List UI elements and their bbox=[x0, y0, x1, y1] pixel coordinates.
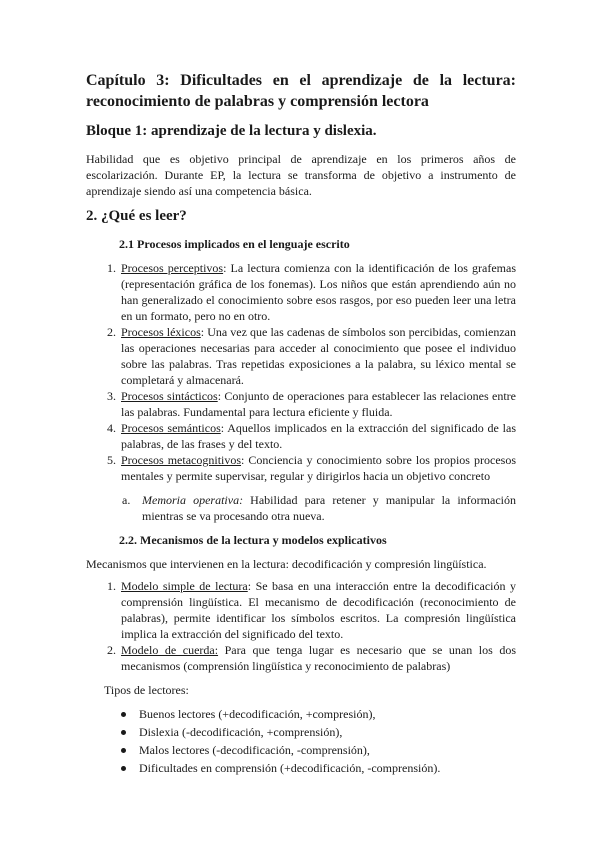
process-term: Procesos perceptivos bbox=[121, 261, 224, 275]
mechanisms-intro: Mecanismos que intervienen en la lectura: decodificación y compresión lingüística. bbox=[86, 557, 487, 571]
process-term: Procesos sintácticos bbox=[121, 389, 218, 403]
model-term: Modelo simple de lectura bbox=[121, 579, 248, 593]
list-item: Malos lectores (-decodificación, -comprensión), bbox=[119, 742, 516, 758]
subsection-2-2-title: 2.2. Mecanismos de la lectura y modelos explicativos bbox=[119, 533, 387, 547]
section-2-title: 2. ¿Qué es leer? bbox=[86, 208, 187, 224]
processes-list bbox=[86, 260, 516, 484]
list-item bbox=[122, 492, 516, 524]
sub-list bbox=[86, 492, 516, 524]
sub-item-text: Habilidad para retener y manipular la información mientras se va procesando otra nueva. bbox=[142, 493, 516, 523]
intro-paragraph: Habilidad que es objetivo principal de aprendizaje en los primeros años de escolarización. Durante EP, la lectura se transforma de objetivo a instrumento de aprendizaje siendo así una competencia básica. bbox=[86, 152, 516, 198]
list-item: Dificultades en comprensión (+decodificación, -comprensión). bbox=[119, 760, 516, 776]
reader-types-list bbox=[86, 706, 516, 776]
block-title: Bloque 1: aprendizaje de la lectura y dislexia. bbox=[86, 123, 377, 139]
sub-item-term: Memoria operativa: bbox=[142, 493, 244, 507]
process-text: : Conjunto de operaciones para establecer las relaciones entre las palabras. Fundamental para lectura eficiente y fluida. bbox=[121, 389, 516, 419]
process-text: : Una vez que las cadenas de símbolos son percibidas, comienzan las operaciones necesarias para acceder al conocimiento que posee el individuo sobre las palabras. Tras repetidas exposiciones a la palabra, su léxico mental se completará y almacenará. bbox=[121, 325, 517, 387]
model-text: : Se basa en una interacción entre la decodificación y comprensión lingüística. El mecanismo de decodificación (reconocimiento de palabras), permite identificar los símbolos escritos. La compresión lingüística implica la extracción del significado del texto. bbox=[121, 579, 516, 641]
sub-item-mark: a. bbox=[122, 493, 131, 507]
process-term: Procesos léxicos bbox=[121, 325, 201, 339]
bullet-icon bbox=[121, 730, 126, 735]
list-item: Buenos lectores (+decodificación, +compresión), bbox=[119, 706, 516, 722]
bullet-icon bbox=[121, 712, 126, 717]
process-term: Procesos metacognitivos bbox=[121, 453, 242, 467]
bullet-icon bbox=[121, 766, 126, 771]
chapter-title: Capítulo 3: Dificultades en el aprendizaje de la lectura: reconocimiento de palabras y comprensión lectora bbox=[86, 72, 516, 110]
list-item bbox=[119, 642, 516, 674]
list-item: Dislexia (-decodificación, +comprensión), bbox=[119, 724, 516, 740]
list-item bbox=[119, 452, 516, 484]
list-item bbox=[119, 260, 516, 324]
process-text: : La lectura comienza con la identificación de los grafemas (representación gráfica de los fonemas). Los niños que están aprendiendo aún no han generalizado el conocimiento sobre esos rasgos, por eso pueden leer una letra en un formato, pero no en otro. bbox=[121, 261, 516, 323]
model-text: Para que tenga lugar es necesario que se unan los dos mecanismos (comprensión lingüística y reconocimiento de palabras) bbox=[121, 643, 516, 673]
list-item bbox=[119, 578, 516, 642]
process-term: Procesos semánticos bbox=[121, 421, 221, 435]
process-text: : Aquellos implicados en la extracción del significado de las palabras, de las frases y del texto. bbox=[121, 421, 516, 451]
process-text: : Conciencia y conocimiento sobre los propios procesos mentales y permite supervisar, regular y dirigirlos hacia un objetivo concreto bbox=[121, 453, 516, 483]
bullet-icon bbox=[121, 748, 126, 753]
list-item bbox=[119, 324, 516, 388]
list-item bbox=[119, 388, 516, 420]
model-term: Modelo de cuerda: bbox=[121, 643, 219, 657]
models-list bbox=[86, 578, 516, 674]
reader-types-label: Tipos de lectores: bbox=[104, 683, 189, 697]
list-item bbox=[119, 420, 516, 452]
subsection-2-1-title: 2.1 Procesos implicados en el lenguaje escrito bbox=[119, 237, 350, 251]
